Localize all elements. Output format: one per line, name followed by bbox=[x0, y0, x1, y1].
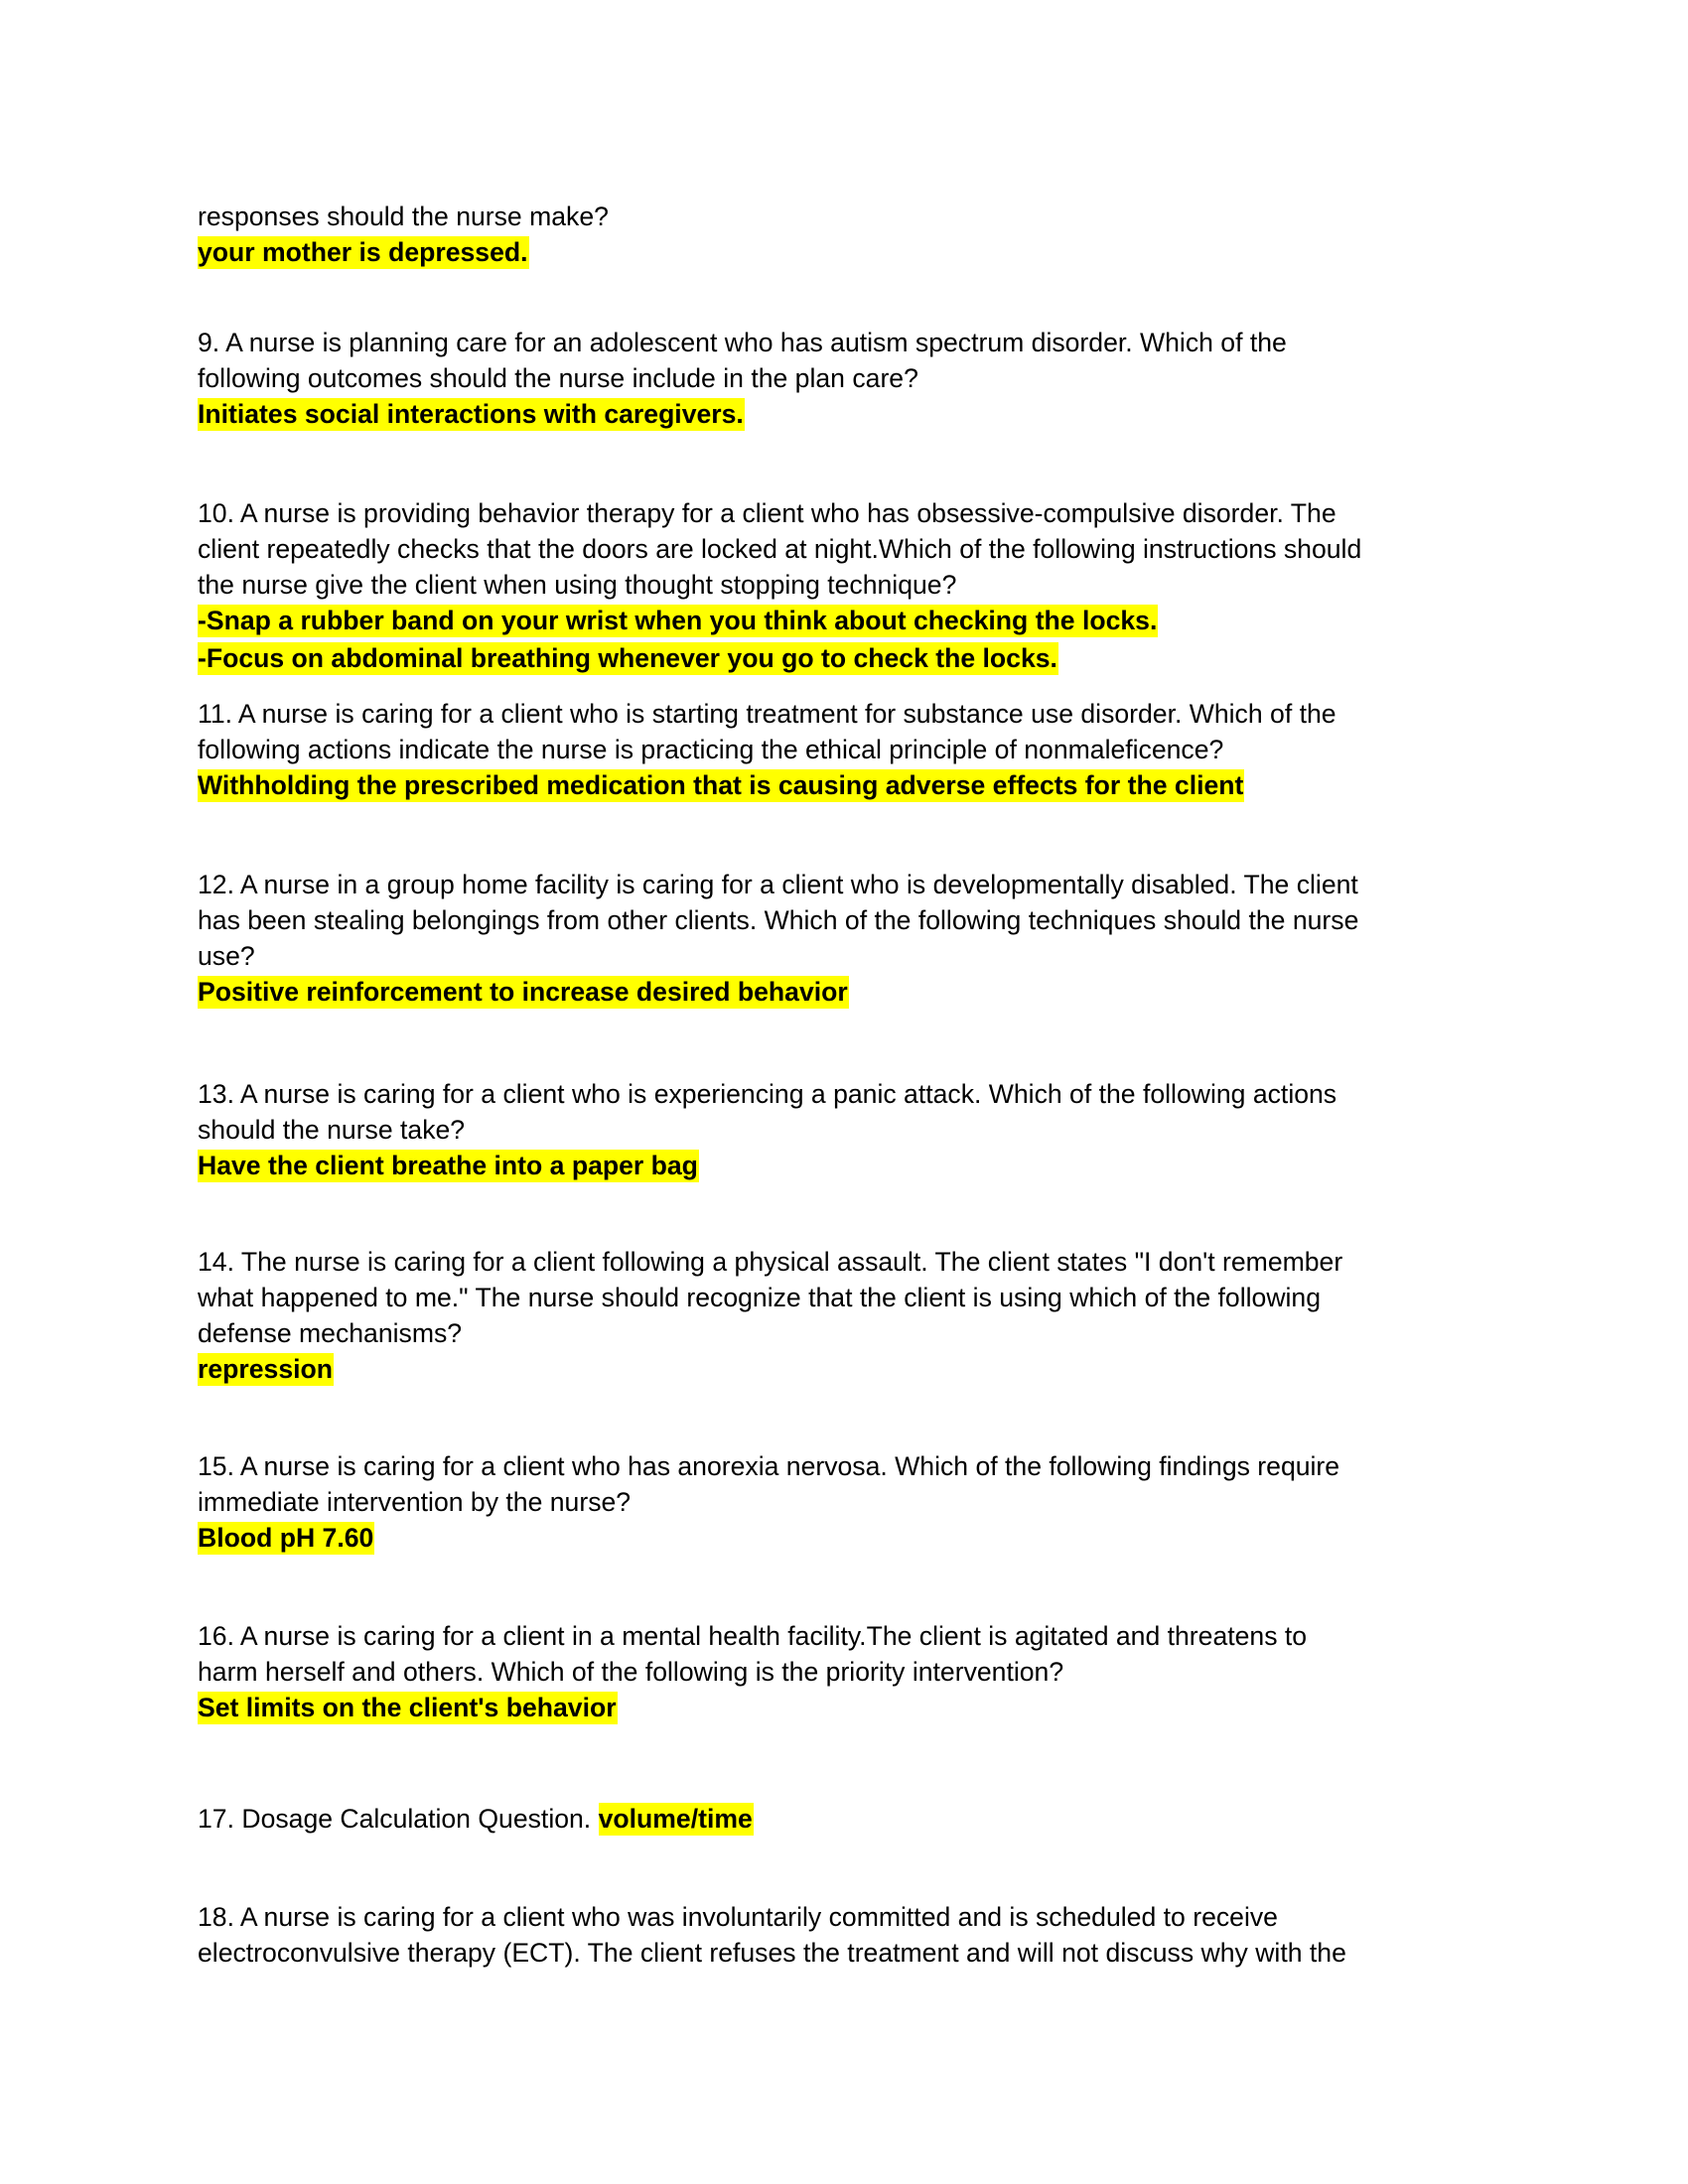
highlighted-answer: repression bbox=[198, 1354, 333, 1384]
highlighted-answer: Set limits on the client's behavior bbox=[198, 1693, 617, 1722]
question-text-line: 16. A nurse is caring for a client in a mental health facility.The client is agitated and threatens to bbox=[198, 1621, 1308, 1651]
highlighted-answer: Positive reinforcement to increase desired behavior bbox=[198, 977, 848, 1007]
question-text-line: 15. A nurse is caring for a client who has anorexia nervosa. Which of the following findings require bbox=[198, 1451, 1340, 1481]
question-11 bbox=[198, 696, 1498, 803]
question-text-line: the nurse give the client when using thought stopping technique? bbox=[198, 570, 957, 600]
highlighted-answer: -Focus on abdominal breathing whenever you go to check the locks. bbox=[198, 643, 1057, 673]
highlighted-answer: Have the client breathe into a paper bag bbox=[198, 1151, 698, 1180]
question-12 bbox=[198, 867, 1498, 1010]
question-text-line: has been stealing belongings from other clients. Which of the following techniques should the nurse bbox=[198, 905, 1359, 935]
question-8-continuation bbox=[198, 199, 1498, 270]
question-text-line: 13. A nurse is caring for a client who is experiencing a panic attack. Which of the following actions bbox=[198, 1079, 1337, 1109]
question-text-line: 10. A nurse is providing behavior therapy for a client who has obsessive-compulsive disorder. The bbox=[198, 498, 1336, 528]
question-18 bbox=[198, 1899, 1498, 1971]
question-15 bbox=[198, 1448, 1498, 1556]
question-10 bbox=[198, 495, 1498, 676]
question-text-line: defense mechanisms? bbox=[198, 1318, 463, 1348]
question-text-line: 9. A nurse is planning care for an adolescent who has autism spectrum disorder. Which of the bbox=[198, 328, 1287, 357]
highlighted-answer: volume/time bbox=[598, 1804, 753, 1834]
question-17 bbox=[198, 1801, 1498, 1837]
question-text-line: following outcomes should the nurse include in the plan care? bbox=[198, 363, 918, 393]
question-14 bbox=[198, 1244, 1498, 1387]
question-text-line: what happened to me." The nurse should recognize that the client is using which of the following bbox=[198, 1283, 1322, 1312]
question-13 bbox=[198, 1076, 1498, 1183]
highlighted-answer: Initiates social interactions with caregivers. bbox=[198, 399, 744, 429]
question-text-line: 14. The nurse is caring for a client following a physical assault. The client states "I don't remember bbox=[198, 1247, 1343, 1277]
question-text: 17. Dosage Calculation Question. bbox=[198, 1804, 599, 1834]
question-text-line: 12. A nurse in a group home facility is caring for a client who is developmentally disabled. The client bbox=[198, 870, 1358, 899]
question-16 bbox=[198, 1618, 1498, 1725]
question-text-line: should the nurse take? bbox=[198, 1115, 466, 1145]
highlighted-answer: your mother is depressed. bbox=[198, 237, 528, 267]
question-text-line: client repeatedly checks that the doors are locked at night.Which of the following instructions should bbox=[198, 534, 1362, 564]
question-9 bbox=[198, 325, 1498, 432]
question-text-line: use? bbox=[198, 941, 255, 971]
question-text-line: 11. A nurse is caring for a client who is starting treatment for substance use disorder. Which of the bbox=[198, 699, 1336, 729]
question-text-line: following actions indicate the nurse is practicing the ethical principle of nonmaleficence? bbox=[198, 735, 1224, 764]
question-text-line: 18. A nurse is caring for a client who was involuntarily committed and is scheduled to receive bbox=[198, 1902, 1278, 1932]
highlighted-answer: Withholding the prescribed medication that is causing adverse effects for the client bbox=[198, 770, 1244, 800]
question-text-line: responses should the nurse make? bbox=[198, 202, 609, 231]
highlighted-answer: -Snap a rubber band on your wrist when you think about checking the locks. bbox=[198, 606, 1158, 635]
highlighted-answer: Blood pH 7.60 bbox=[198, 1523, 374, 1553]
question-text-line: harm herself and others. Which of the following is the priority intervention? bbox=[198, 1657, 1064, 1687]
question-text-line: immediate intervention by the nurse? bbox=[198, 1487, 632, 1517]
question-text-line: electroconvulsive therapy (ECT). The client refuses the treatment and will not discuss why with the bbox=[198, 1938, 1346, 1968]
